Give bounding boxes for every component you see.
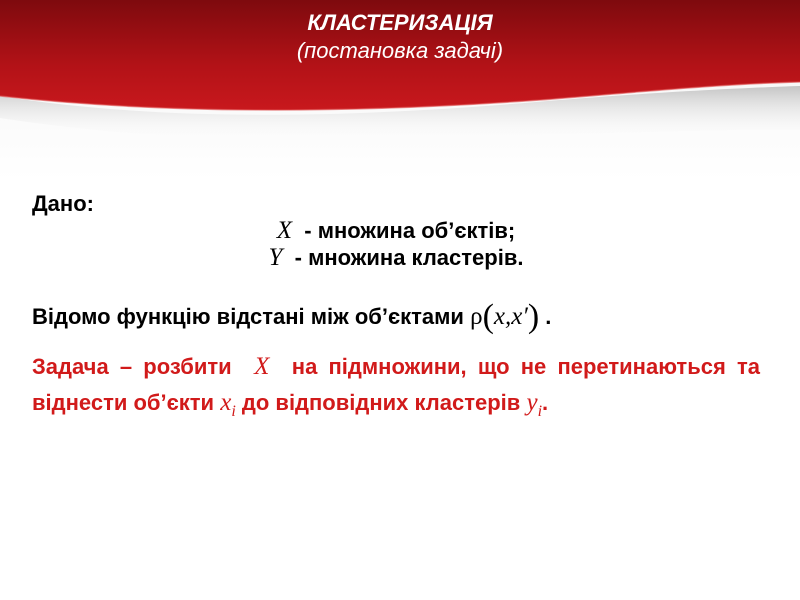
x-symbol: X bbox=[276, 217, 293, 244]
slide-content bbox=[32, 190, 760, 430]
xi-subscript: i bbox=[231, 403, 236, 420]
task-text-part3: до відповідних кластерів bbox=[241, 390, 521, 415]
y-description: - множина кластерів. bbox=[294, 245, 524, 270]
task-x-symbol: X bbox=[254, 353, 270, 380]
given-label: Дано: bbox=[32, 191, 94, 216]
task-text-part1: Задача – розбити bbox=[32, 354, 232, 379]
rho-symbol: ρ bbox=[470, 303, 483, 330]
rho-arguments: x,x′ bbox=[493, 303, 528, 330]
x-description: - множина об’єктів; bbox=[304, 218, 516, 243]
header-banner bbox=[0, 0, 800, 140]
distance-text: Відомо функцію відстані між об’єктами bbox=[32, 304, 464, 329]
task-paragraph bbox=[32, 349, 760, 430]
y-symbol: Y bbox=[268, 244, 283, 271]
slide-subtitle: (постановка задачі) bbox=[296, 38, 504, 63]
task-text-part2: на підмножини, що не перетинаються та віднести об’єкти bbox=[32, 354, 761, 415]
distance-period: . bbox=[545, 304, 552, 329]
xi-symbol: $x_i$ bbox=[220, 389, 236, 420]
given-y-line bbox=[32, 244, 760, 271]
slide-title: КЛАСТЕРИЗАЦІЯ bbox=[307, 10, 493, 35]
rho-close-paren: ) bbox=[527, 298, 540, 335]
yi-subscript: i bbox=[537, 403, 543, 420]
task-period: . bbox=[542, 390, 549, 415]
distance-line bbox=[32, 299, 760, 335]
given-x-line bbox=[32, 217, 760, 244]
yi-symbol: $y_i$ bbox=[526, 389, 543, 420]
rho-open-paren: ( bbox=[482, 298, 494, 335]
